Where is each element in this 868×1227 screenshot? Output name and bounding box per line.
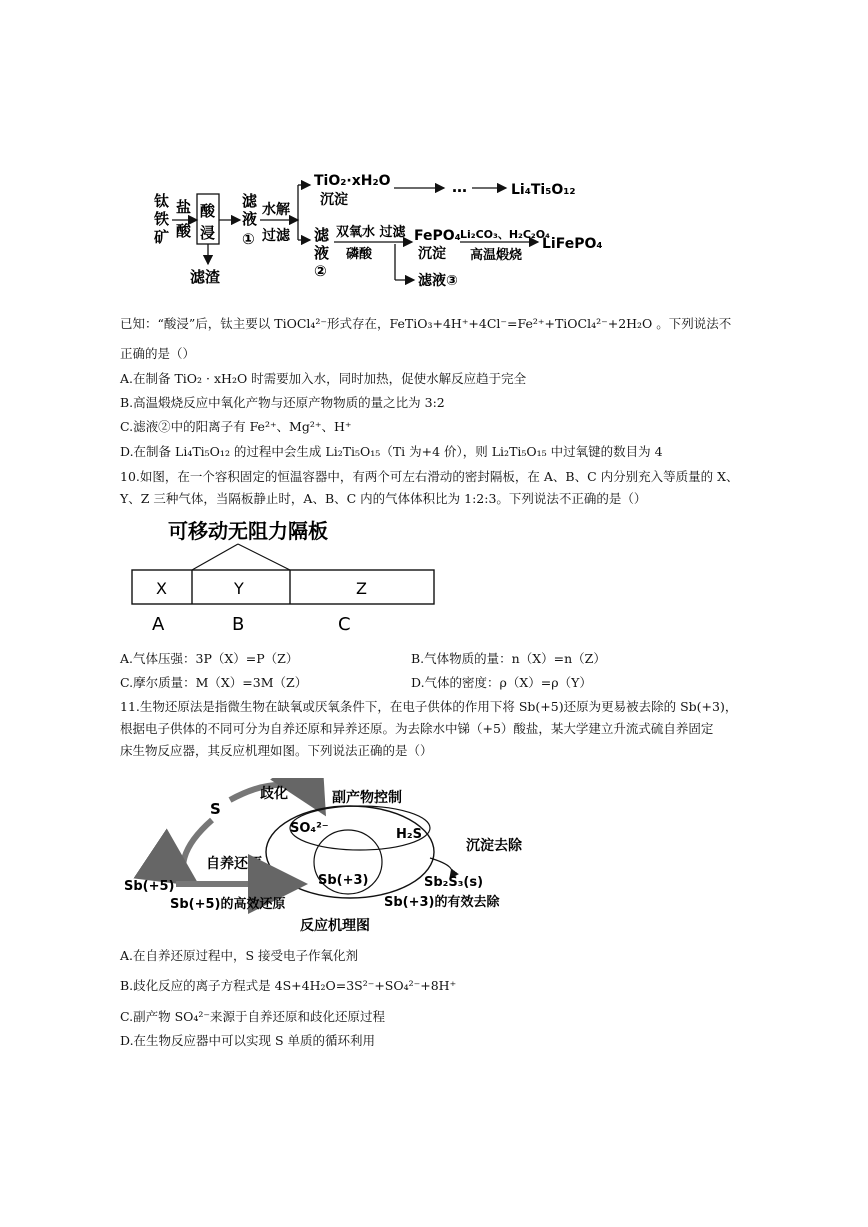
q10-option-b: B.气体物质的量：n（X）=n（Z） <box>411 651 606 666</box>
sb2s3: Sb₂S₃(s) <box>424 875 484 890</box>
hydrolysis-2: 过滤 <box>262 228 290 244</box>
q10-stem-line1: 10.如图，在一个容积固定的恒温容器中，有两个可左右滑动的密封隔板，在 A、B、C 内分别充入等质量的 X、 <box>120 469 739 484</box>
acid-1: 盐 <box>176 198 192 216</box>
gas-y: Y <box>234 579 244 598</box>
gas-x: X <box>156 579 167 598</box>
raw-ore-1: 钛 <box>154 192 170 210</box>
q9-flow-diagram <box>140 160 640 300</box>
antimony-3-center: Sb(+3) <box>318 873 369 888</box>
q9-known-line1: 已知：“酸浸”后，钛主要以 TiOCl₄²⁻形式存在，FeTiO₃+4H⁺+4Cl⁻=Fe²⁺+TiOCl₄²⁻+2H₂O 。下列说法不 <box>120 316 732 331</box>
residue: 滤渣 <box>190 268 221 286</box>
sulfur-s: S <box>210 800 221 818</box>
mechanism-caption: 反应机理图 <box>300 918 370 934</box>
q11-option-c: C.副产物 SO₄²⁻来源于自养还原和歧化还原过程 <box>120 1009 385 1024</box>
q11-option-d: D.在生物反应器中可以实现 S 单质的循环利用 <box>120 1033 376 1048</box>
q10-stem-line2: Y、Z 三种气体，当隔板静止时，A、B、C 内的气体体积比为 1:2:3。下列说法不正确的是（） <box>120 491 647 506</box>
hydrogen-sulfide: H₂S <box>396 827 422 842</box>
self-reduction: 自养还原 <box>206 856 262 872</box>
leach-2: 浸 <box>200 224 216 242</box>
calc-reagent: Li₂CO₃、H₂C₂O₄ <box>460 228 550 241</box>
q11-mechanism-figure <box>120 778 560 938</box>
disproportionation: 歧化 <box>260 786 288 802</box>
acid-2: 酸 <box>176 222 192 240</box>
q11-stem-line2: 根据电子供体的不同可分为自养还原和异养还原。为去除水中锑（+5）酸盐，某大学建立升流式硫自养固定 <box>120 721 714 736</box>
q11-stem-line1: 11.生物还原法是指微生物在缺氧或厌氧条件下，在电子供体的作用下将 Sb(+5)还原为更易被去除的 Sb(+3)， <box>120 699 738 714</box>
effective-removal: Sb(+3)的有效去除 <box>384 895 500 910</box>
leach-1: 酸 <box>200 202 216 220</box>
q11-option-a: A.在自养还原过程中，S 接受电子作氧化剂 <box>120 948 359 963</box>
efficient-reduction: Sb(+5)的高效还原 <box>170 897 286 912</box>
hydrolysis-1: 水解 <box>262 202 290 218</box>
tio2-precip: 沉淀 <box>320 192 348 208</box>
li4ti5o12: Li₄Ti₅O₁₂ <box>511 182 576 198</box>
ellipsis: … <box>452 178 467 196</box>
precip-removal: 沉淀去除 <box>466 838 522 854</box>
label-c: C <box>338 614 351 635</box>
raw-ore-3: 矿 <box>154 228 170 246</box>
q9-option-b: B.高温煅烧反应中氧化产物与还原产物物质的量之比为 3:2 <box>120 395 445 410</box>
gas-z: Z <box>356 579 367 598</box>
raw-ore-2: 铁 <box>154 210 170 228</box>
filtrate2-2: 液 <box>314 244 330 262</box>
q10-option-c: C.摩尔质量：M（X）=3M（Z） <box>120 675 308 690</box>
filtrate1-1: 滤 <box>242 192 258 210</box>
antimony-5: Sb(+5) <box>124 879 175 894</box>
fepo4: FePO₄ <box>414 228 461 244</box>
partition-title: 可移动无阻力隔板 <box>168 519 328 543</box>
q9-option-d: D.在制备 Li₄Ti₅O₁₂ 的过程中会生成 Li₂Ti₅O₁₅（Ti 为+4 价），则 Li₂Ti₅O₁₅ 中过氧键的数目为 4 <box>120 444 663 459</box>
container-box <box>132 570 434 604</box>
filtrate1-2: 液 <box>242 210 258 228</box>
fepo4-precip: 沉淀 <box>418 246 446 262</box>
q10-option-a: A.气体压强：3P（X）=P（Z） <box>120 651 299 666</box>
q9-option-a: A.在制备 TiO₂ · xH₂O 时需要加入水，同时加热，促使水解反应趋于完全 <box>120 371 527 386</box>
tio2-product: TiO₂·xH₂O <box>314 173 391 189</box>
filtrate2-3: ② <box>314 262 327 280</box>
reagent-h2o2: 双氧水 过滤 <box>336 225 406 240</box>
q10-option-d: D.气体的密度：ρ（X）=ρ（Y） <box>411 675 592 690</box>
label-a: A <box>152 614 165 635</box>
q9-known-line2: 正确的是（） <box>120 346 196 361</box>
calc-label: 高温煅烧 <box>470 248 523 263</box>
byproduct-control: 副产物控制 <box>332 790 402 806</box>
q11-stem-line3: 床生物反应器，其反应机理如图。下列说法正确的是（） <box>120 743 433 758</box>
filtrate3: 滤液③ <box>418 273 458 289</box>
lifepo4: LiFePO₄ <box>542 236 603 252</box>
reagent-phos: 磷酸 <box>346 247 373 262</box>
label-b: B <box>232 614 245 635</box>
q11-option-b: B.歧化反应的离子方程式是 4S+4H₂O=3S²⁻+SO₄²⁻+8H⁺ <box>120 978 457 993</box>
q10-container-figure <box>128 514 448 642</box>
filtrate1-3: ① <box>242 230 255 248</box>
q9-option-c: C.滤液②中的阳离子有 Fe²⁺、Mg²⁺、H⁺ <box>120 419 352 434</box>
filtrate2-1: 滤 <box>314 226 330 244</box>
sulfate: SO₄²⁻ <box>290 821 329 836</box>
